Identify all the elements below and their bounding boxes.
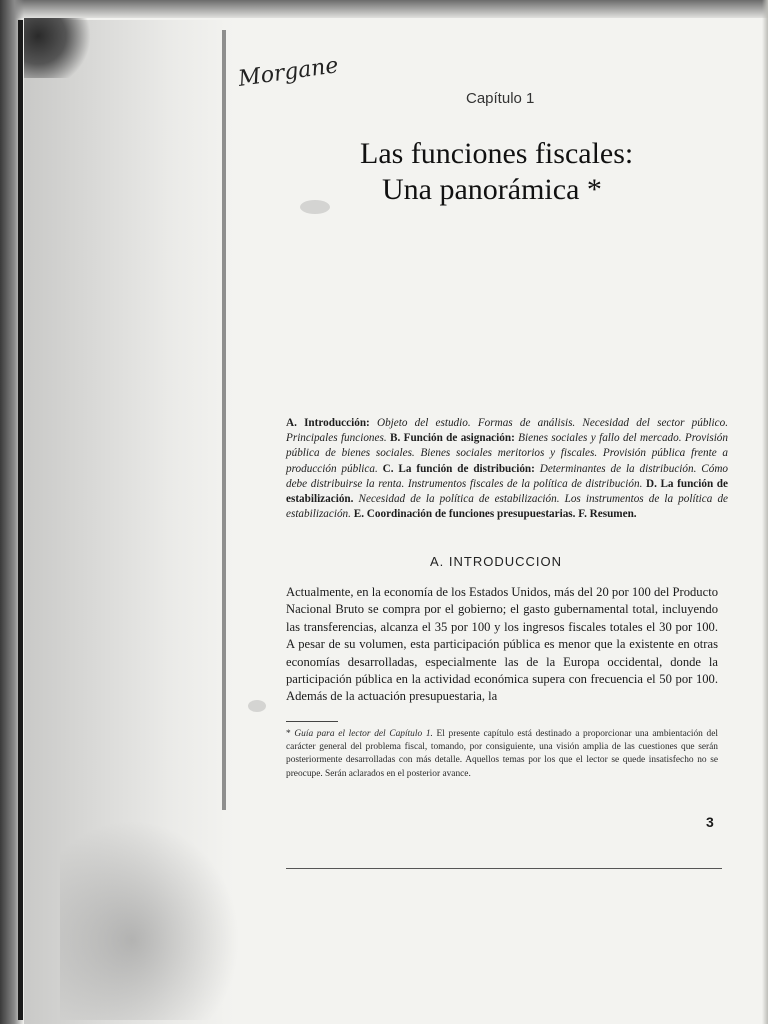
contents-a-items: Objeto del estudio. Formas de análisis. Necesidad del sector público. Principales funciones. bbox=[286, 417, 729, 445]
torn-corner bbox=[24, 18, 94, 78]
section-heading: A. INTRODUCCION bbox=[430, 554, 562, 569]
chapter-title-line-2: Una panorámica * bbox=[382, 173, 602, 206]
contents-d-items: Necesidad de la política de estabilización. Los instrumentos de la política de estabilización. bbox=[286, 493, 728, 521]
page-number: 3 bbox=[706, 814, 714, 830]
footnote-rule bbox=[286, 721, 338, 722]
scan-speck bbox=[248, 700, 266, 712]
footnote bbox=[286, 728, 718, 781]
contents-d-label: D. La función de estabilización. bbox=[286, 477, 728, 506]
footnote-lead: Guía para el lector del Capítulo 1. bbox=[294, 729, 437, 739]
handwritten-name: Morgane bbox=[236, 53, 340, 92]
scan-right-edge bbox=[762, 0, 768, 1024]
contents-b-label: B. Función de asignación: bbox=[390, 432, 519, 445]
footnote-text: El presente capítulo está destinado a proporcionar una ambientación del carácter general del problema fiscal, tomando, por consiguiente, una visión amplia de las cuestiones que serán posteriormente desarrolladas con más detalle. Aquellos temas por los que el lector se quede insatisfecho no se preocupe. Serán aclarados en el posterior avance. bbox=[286, 729, 719, 779]
chapter-label: Capítulo 1 bbox=[466, 90, 535, 107]
contents-f-label: F. Resumen. bbox=[578, 508, 637, 521]
scan-top-shadow bbox=[0, 0, 768, 18]
contents-b-items: Bienes sociales y fallo del mercado. Provisión pública de bienes sociales. Bienes sociales meritorios y fiscales. Provisión pública frente a producción pública. bbox=[286, 432, 728, 475]
footnote-marker: * bbox=[286, 729, 295, 739]
page-fold-line bbox=[222, 30, 226, 810]
contents-c-label: C. La función de distribución: bbox=[382, 462, 540, 475]
contents-a-label: A. Introducción: bbox=[286, 417, 377, 429]
chapter-contents-summary bbox=[286, 416, 728, 522]
contents-e-label: E. Coordinación de funciones presupuestarias. bbox=[353, 508, 579, 521]
contents-c-items: Determinantes de la distribución. Cómo debe distribuirse la renta. Instrumentos fiscales de la política de distribución. bbox=[286, 462, 728, 490]
body-paragraph: Actualmente, en la economía de los Estados Unidos, más del 20 por 100 del Producto Nacional Bruto se compra por el gobierno; el gasto gubernamental total, incluyendo las transferencias, alcanza el 35 por 100 y los ingresos fiscales totales el 30 por 100. A pesar de su volumen, esta participación pública es menor que la existente en otras economías desarrolladas, especialmente las de la Europa occidental, donde la participación pública en la actividad económica supera con frecuencia el 50 por 100. Además de la actuación presupuestaria, la bbox=[286, 585, 718, 704]
scan-smudge-bottom bbox=[60, 820, 240, 1020]
chapter-title-line-1: Las funciones fiscales: bbox=[360, 137, 634, 170]
scan-speck bbox=[300, 200, 330, 214]
bottom-rule bbox=[286, 868, 722, 869]
book-spine-edge bbox=[18, 20, 23, 1020]
chapter-title bbox=[360, 136, 660, 208]
